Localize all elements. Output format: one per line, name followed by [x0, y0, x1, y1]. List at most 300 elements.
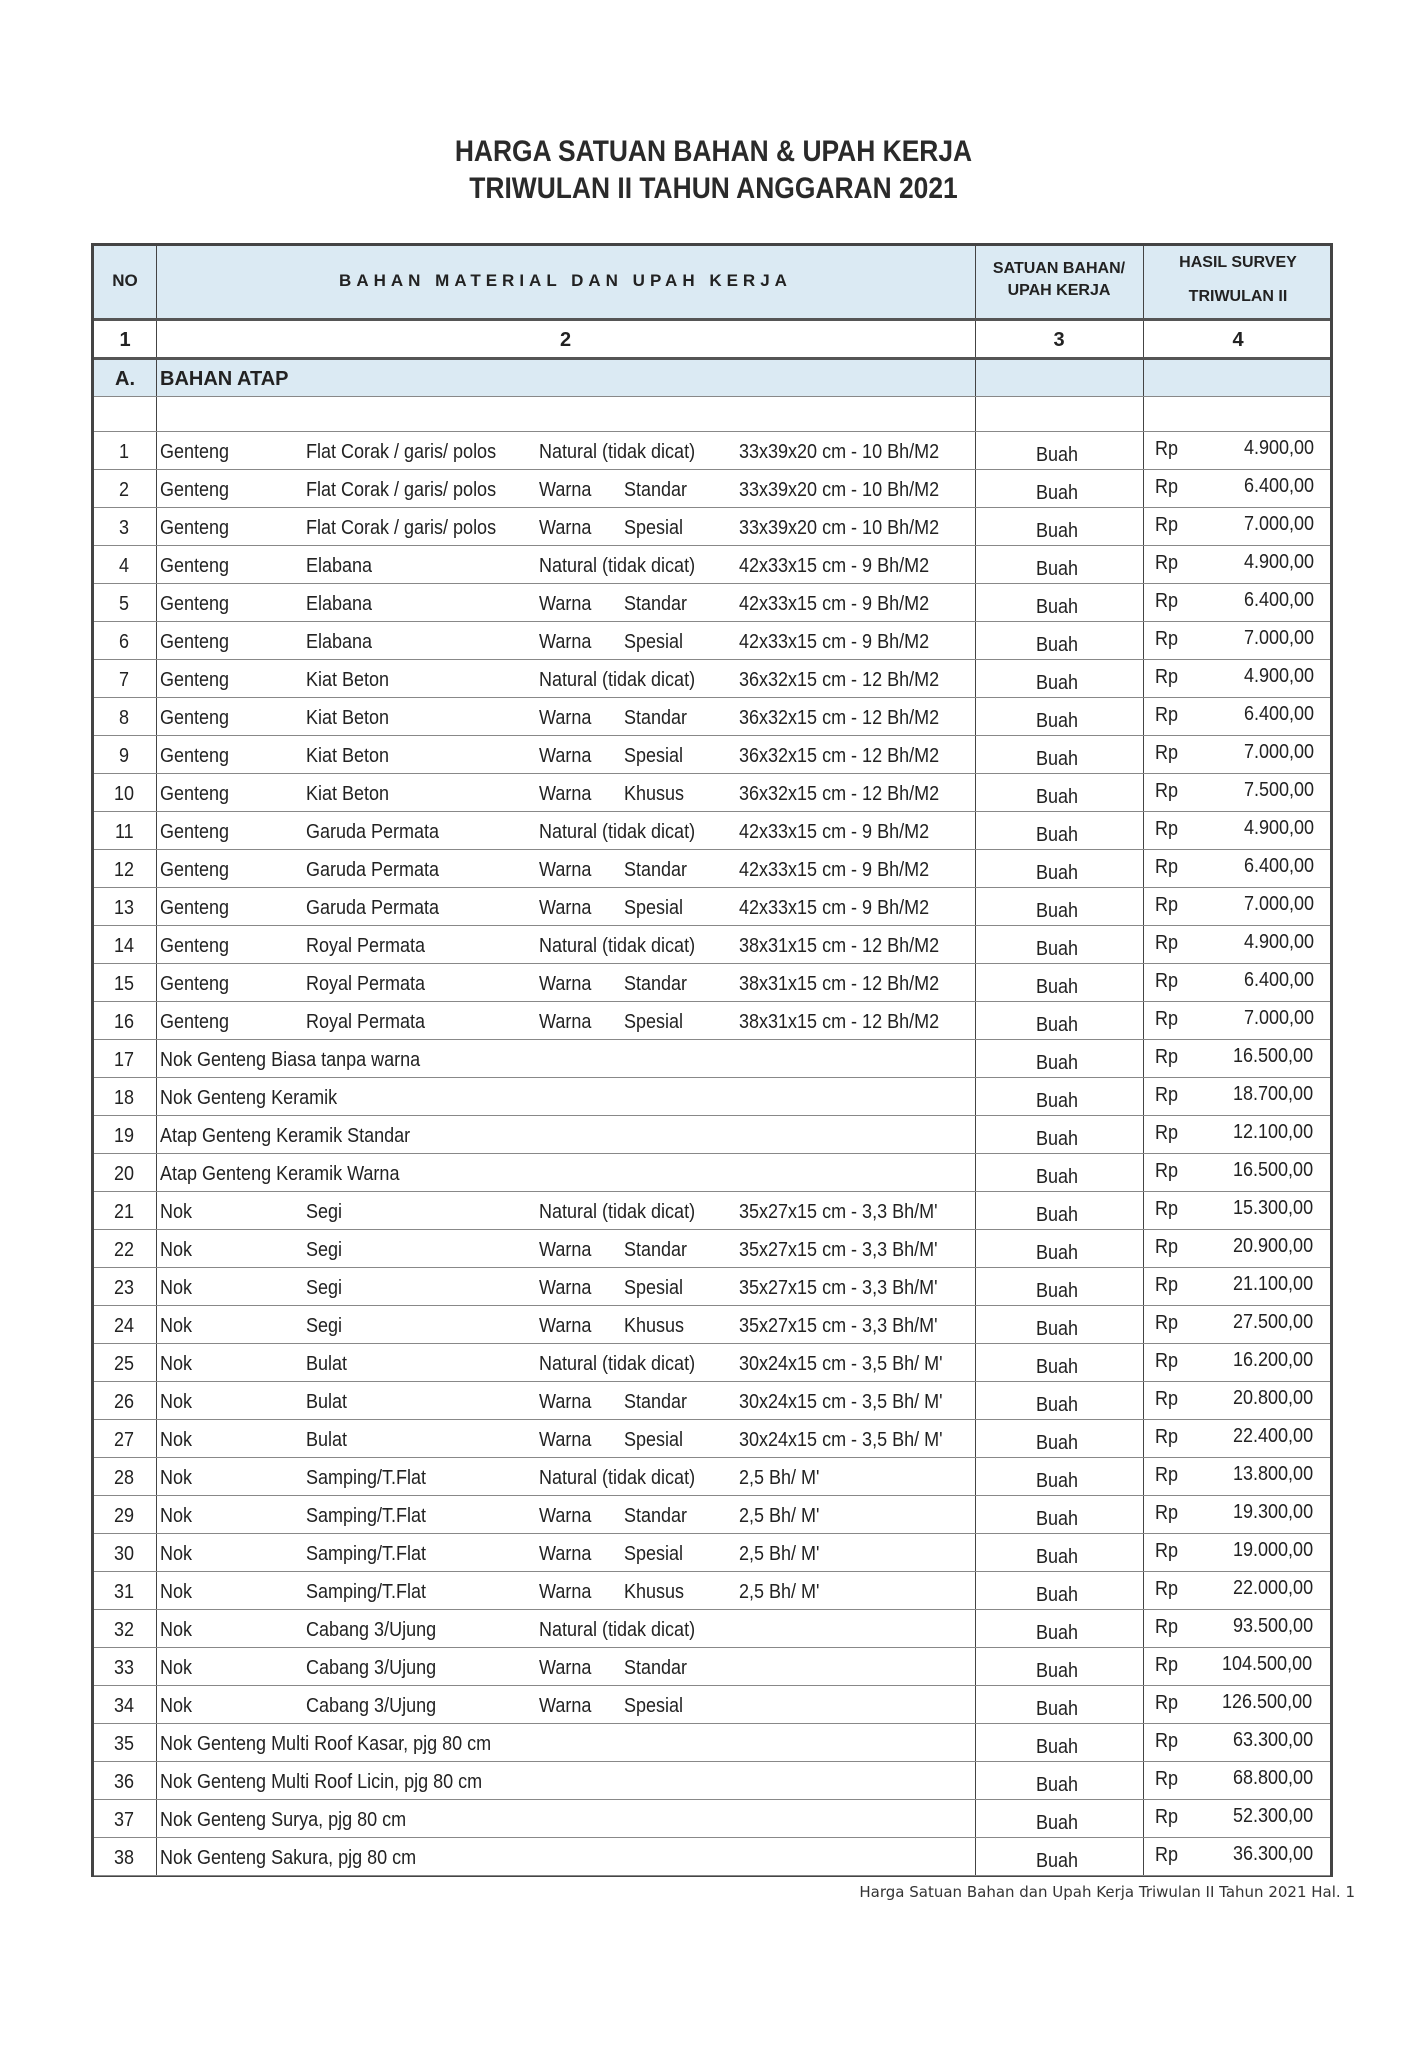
item-currency-text: Rp — [1155, 932, 1179, 954]
item-variant-text: Standar — [624, 1657, 688, 1679]
item-unit — [975, 824, 1143, 847]
row-no — [94, 1239, 156, 1262]
row-no-text: 38 — [113, 1847, 134, 1869]
row-no-text: 29 — [113, 1505, 134, 1527]
item-unit-text: Buah — [1035, 1508, 1078, 1530]
item-size — [739, 1239, 960, 1262]
item-unit — [975, 634, 1143, 657]
item-unit-text: Buah — [1035, 748, 1078, 770]
item-price — [1233, 1501, 1322, 1524]
item-currency-text: Rp — [1155, 590, 1179, 612]
item-finish — [539, 859, 597, 882]
item-type — [306, 1011, 438, 1034]
item-size — [739, 669, 961, 692]
item-type-text: Royal Permata — [306, 973, 426, 995]
item-finish — [539, 1391, 597, 1414]
item-finish-text: Warna — [539, 1429, 592, 1451]
item-price — [1244, 665, 1322, 688]
item-finish-text: Warna — [539, 631, 592, 653]
item-price — [1222, 1653, 1322, 1676]
item-variant-text: Khusus — [624, 1581, 685, 1603]
item-finish — [539, 1315, 597, 1338]
item-currency-text: Rp — [1155, 628, 1179, 650]
item-price-text: 19.000,00 — [1233, 1539, 1314, 1561]
item-name — [160, 1505, 196, 1528]
table-row — [94, 1192, 1330, 1230]
section-label: BAHAN ATAP — [160, 368, 289, 390]
row-no-text: 14 — [113, 935, 134, 957]
row-no-text: 26 — [113, 1391, 134, 1413]
item-price-text: 19.300,00 — [1233, 1501, 1314, 1523]
item-name — [160, 479, 237, 502]
item-name-text: Nok — [160, 1619, 193, 1641]
column-number-4: 4 — [1232, 329, 1244, 351]
item-size-text: 42x33x15 cm - 9 Bh/M2 — [739, 859, 930, 881]
item-price — [1233, 1615, 1322, 1638]
item-unit-text: Buah — [1035, 976, 1078, 998]
item-currency — [1155, 1350, 1181, 1373]
item-price-text: 22.400,00 — [1233, 1425, 1314, 1447]
item-currency — [1155, 1122, 1181, 1145]
table-row — [94, 1154, 1330, 1192]
item-currency — [1155, 1844, 1181, 1867]
item-name-text: Genteng — [160, 973, 230, 995]
item-unit-text: Buah — [1035, 482, 1078, 504]
item-currency-text: Rp — [1155, 1350, 1179, 1372]
item-unit — [975, 786, 1143, 809]
item-name-text: Genteng — [160, 745, 230, 767]
item-type — [306, 783, 398, 806]
item-currency-text: Rp — [1155, 1046, 1179, 1068]
item-type — [306, 631, 379, 654]
item-price-text: 22.000,00 — [1233, 1577, 1314, 1599]
row-no-text: 30 — [113, 1543, 134, 1565]
item-variant-text: Khusus — [624, 783, 685, 805]
item-unit — [975, 1584, 1143, 1607]
item-currency — [1155, 742, 1181, 765]
item-name — [160, 1733, 528, 1756]
row-no — [94, 441, 156, 464]
item-finish-text: Natural (tidak dicat) — [539, 935, 696, 957]
item-price — [1244, 931, 1322, 954]
table-row — [94, 1648, 1330, 1686]
table-row — [94, 546, 1330, 584]
item-price — [1244, 893, 1322, 916]
row-no — [94, 1201, 156, 1224]
item-name-text: Nok Genteng Sakura, pjg 80 cm — [160, 1847, 417, 1869]
item-type-text: Segi — [306, 1239, 343, 1261]
item-name-text: Nok — [160, 1239, 193, 1261]
item-unit — [975, 900, 1143, 923]
item-finish-text: Warna — [539, 1695, 592, 1717]
row-no-text: 9 — [119, 745, 130, 767]
item-finish — [539, 517, 597, 540]
item-finish-text: Warna — [539, 1315, 592, 1337]
item-name — [160, 821, 237, 844]
table-row — [94, 1724, 1330, 1762]
column-number-3: 3 — [1053, 329, 1065, 351]
item-currency-text: Rp — [1155, 1654, 1179, 1676]
item-currency — [1155, 1008, 1181, 1031]
item-unit-text: Buah — [1035, 786, 1078, 808]
row-no — [94, 1391, 156, 1414]
table-row — [94, 470, 1330, 508]
item-finish — [539, 1581, 597, 1604]
item-type-text: Kiat Beton — [306, 669, 390, 691]
item-currency — [1155, 1084, 1181, 1107]
item-variant — [624, 1581, 691, 1604]
item-finish — [539, 555, 712, 578]
item-currency-text: Rp — [1155, 514, 1179, 536]
item-size — [739, 783, 961, 806]
row-no — [94, 1467, 156, 1490]
item-variant — [624, 631, 690, 654]
row-no-text: 2 — [119, 479, 130, 501]
row-no — [94, 1429, 156, 1452]
item-finish — [539, 669, 712, 692]
item-size-text: 33x39x20 cm - 10 Bh/M2 — [739, 479, 940, 501]
table-row — [94, 1002, 1330, 1040]
item-type — [306, 821, 454, 844]
item-name-text: Nok — [160, 1277, 193, 1299]
page-footer: Harga Satuan Bahan dan Upah Kerja Triwulan II Tahun 2021 Hal. 1 — [859, 1883, 1355, 1901]
item-finish — [539, 973, 597, 996]
item-type — [306, 973, 438, 996]
table-row — [94, 1458, 1330, 1496]
row-no — [94, 1695, 156, 1718]
item-variant — [624, 973, 694, 996]
item-price-text: 15.300,00 — [1233, 1197, 1314, 1219]
item-name — [160, 555, 237, 578]
table-row — [94, 812, 1330, 850]
item-price-text: 6.400,00 — [1244, 855, 1315, 877]
item-unit-text: Buah — [1035, 1280, 1078, 1302]
item-variant-text: Spesial — [624, 1695, 684, 1717]
item-unit — [975, 1356, 1143, 1379]
item-size — [739, 1315, 960, 1338]
item-size — [739, 897, 950, 920]
item-type-text: Cabang 3/Ujung — [306, 1657, 437, 1679]
item-currency — [1155, 1540, 1181, 1563]
item-price-text: 4.900,00 — [1244, 665, 1315, 687]
item-currency — [1155, 1730, 1181, 1753]
item-size — [739, 1505, 828, 1528]
item-unit-text: Buah — [1035, 1166, 1078, 1188]
item-type — [306, 1429, 352, 1452]
row-no — [94, 935, 156, 958]
item-variant — [624, 1505, 694, 1528]
item-type — [306, 1657, 451, 1680]
item-price-text: 93.500,00 — [1233, 1615, 1314, 1637]
document-subtitle: TRIWULAN II TAHUN ANGGARAN 2021 — [469, 172, 958, 205]
row-no — [94, 1315, 156, 1338]
row-no-text: 24 — [113, 1315, 134, 1337]
item-type — [306, 441, 517, 464]
item-name — [160, 897, 237, 920]
item-variant — [624, 1315, 691, 1338]
item-name-text: Nok Genteng Keramik — [160, 1087, 338, 1109]
item-finish-text: Natural (tidak dicat) — [539, 669, 696, 691]
item-name — [160, 1695, 196, 1718]
item-name-text: Nok — [160, 1543, 193, 1565]
item-variant-text: Standar — [624, 1239, 688, 1261]
item-currency — [1155, 1046, 1181, 1069]
item-price — [1233, 1083, 1322, 1106]
item-name — [160, 1277, 196, 1300]
item-variant-text: Standar — [624, 973, 688, 995]
item-type-text: Bulat — [306, 1391, 348, 1413]
item-size-text: 36x32x15 cm - 12 Bh/M2 — [739, 783, 940, 805]
header-unit-line2: UPAH KERJA — [1007, 282, 1111, 299]
item-name — [160, 1163, 426, 1186]
row-no — [94, 555, 156, 578]
item-name-text: Genteng — [160, 859, 230, 881]
item-name — [160, 1467, 196, 1490]
item-variant-text: Spesial — [624, 897, 684, 919]
item-unit — [975, 862, 1143, 885]
item-variant — [624, 593, 694, 616]
item-name — [160, 1429, 196, 1452]
item-name — [160, 441, 237, 464]
item-currency — [1155, 476, 1181, 499]
item-size — [739, 1391, 965, 1414]
item-finish — [539, 441, 712, 464]
item-currency — [1155, 1578, 1181, 1601]
item-size-text: 35x27x15 cm - 3,3 Bh/M' — [739, 1201, 938, 1223]
item-name — [160, 631, 237, 654]
item-finish-text: Warna — [539, 783, 592, 805]
item-price-text: 36.300,00 — [1233, 1843, 1314, 1865]
item-type — [306, 1543, 439, 1566]
item-size-text: 35x27x15 cm - 3,3 Bh/M' — [739, 1239, 938, 1261]
item-variant-text: Standar — [624, 1391, 688, 1413]
item-type — [306, 707, 398, 730]
item-type — [306, 1581, 439, 1604]
item-price — [1233, 1463, 1322, 1486]
row-no-text: 28 — [113, 1467, 134, 1489]
item-type-text: Samping/T.Flat — [306, 1467, 427, 1489]
item-size-text: 30x24x15 cm - 3,5 Bh/ M' — [739, 1429, 943, 1451]
row-no-text: 4 — [119, 555, 130, 577]
item-variant-text: Standar — [624, 859, 688, 881]
item-type — [306, 1467, 439, 1490]
item-currency — [1155, 514, 1181, 537]
price-table — [91, 243, 1333, 1877]
item-finish — [539, 1543, 597, 1566]
item-unit-text: Buah — [1035, 1014, 1078, 1036]
table-row — [94, 774, 1330, 812]
item-size — [739, 821, 950, 844]
item-name-text: Nok — [160, 1657, 193, 1679]
item-price — [1222, 1691, 1322, 1714]
item-price — [1233, 1121, 1322, 1144]
item-price-text: 7.000,00 — [1244, 513, 1315, 535]
item-size-text: 2,5 Bh/ M' — [739, 1581, 820, 1603]
item-type-text: Garuda Permata — [306, 821, 440, 843]
item-unit-text: Buah — [1035, 1660, 1078, 1682]
item-type — [306, 517, 517, 540]
item-name-text: Nok — [160, 1353, 193, 1375]
item-unit — [975, 1736, 1143, 1759]
item-currency-text: Rp — [1155, 476, 1179, 498]
row-no-text: 18 — [113, 1087, 134, 1109]
item-variant-text: Spesial — [624, 1277, 684, 1299]
table-header-row — [94, 246, 1330, 321]
item-currency-text: Rp — [1155, 1084, 1179, 1106]
item-finish — [539, 1657, 597, 1680]
row-no-text: 34 — [113, 1695, 134, 1717]
item-unit-text: Buah — [1035, 1850, 1078, 1872]
item-unit-text: Buah — [1035, 1584, 1078, 1606]
item-name-text: Genteng — [160, 479, 230, 501]
item-name-text: Nok — [160, 1505, 193, 1527]
item-unit — [975, 1774, 1143, 1797]
item-unit-text: Buah — [1035, 710, 1078, 732]
item-type — [306, 1201, 346, 1224]
item-type-text: Cabang 3/Ujung — [306, 1695, 437, 1717]
item-unit-text: Buah — [1035, 1356, 1078, 1378]
item-type — [306, 859, 454, 882]
item-price — [1244, 437, 1322, 460]
item-price — [1233, 1767, 1322, 1790]
item-variant-text: Spesial — [624, 1429, 684, 1451]
item-size-text: 30x24x15 cm - 3,5 Bh/ M' — [739, 1353, 943, 1375]
item-name-text: Genteng — [160, 1011, 230, 1033]
item-unit-text: Buah — [1035, 1318, 1078, 1340]
empty-row — [94, 397, 1330, 432]
item-type-text: Kiat Beton — [306, 707, 390, 729]
item-name-text: Atap Genteng Keramik Warna — [160, 1163, 400, 1185]
item-unit — [975, 1318, 1143, 1341]
item-unit — [975, 672, 1143, 695]
item-size — [739, 1277, 960, 1300]
item-size-text: 38x31x15 cm - 12 Bh/M2 — [739, 973, 940, 995]
item-finish-text: Warna — [539, 1277, 592, 1299]
item-unit-text: Buah — [1035, 634, 1078, 656]
table-row — [94, 1572, 1330, 1610]
item-variant — [624, 1011, 690, 1034]
row-no-text: 5 — [119, 593, 130, 615]
item-currency-text: Rp — [1155, 1122, 1179, 1144]
item-name-text: Nok Genteng Surya, pjg 80 cm — [160, 1809, 407, 1831]
item-currency — [1155, 1426, 1181, 1449]
item-currency-text: Rp — [1155, 1502, 1179, 1524]
item-unit — [975, 1660, 1143, 1683]
item-currency-text: Rp — [1155, 1768, 1179, 1790]
item-price-text: 6.400,00 — [1244, 475, 1315, 497]
item-name — [160, 593, 237, 616]
item-currency — [1155, 438, 1181, 461]
table-row — [94, 1496, 1330, 1534]
item-finish — [539, 821, 712, 844]
item-currency — [1155, 1654, 1181, 1677]
item-variant — [624, 1277, 690, 1300]
item-price — [1244, 475, 1322, 498]
item-price — [1244, 703, 1322, 726]
item-price-text: 126.500,00 — [1221, 1691, 1312, 1713]
item-currency-text: Rp — [1155, 1540, 1179, 1562]
item-variant — [624, 1239, 694, 1262]
item-unit-text: Buah — [1035, 1736, 1078, 1758]
item-finish-text: Natural (tidak dicat) — [539, 1353, 696, 1375]
item-size-text: 36x32x15 cm - 12 Bh/M2 — [739, 745, 940, 767]
item-currency-text: Rp — [1155, 1426, 1179, 1448]
item-size-text: 2,5 Bh/ M' — [739, 1543, 820, 1565]
header-survey-line1: HASIL SURVEY — [1179, 254, 1297, 271]
item-currency-text: Rp — [1155, 1616, 1179, 1638]
item-unit — [975, 1698, 1143, 1721]
item-type-text: Kiat Beton — [306, 745, 390, 767]
table-row — [94, 1116, 1330, 1154]
item-name — [160, 1847, 445, 1870]
item-price-text: 4.900,00 — [1244, 551, 1315, 573]
item-name — [160, 859, 237, 882]
item-currency-text: Rp — [1155, 552, 1179, 574]
table-row — [94, 622, 1330, 660]
table-row — [94, 888, 1330, 926]
row-no — [94, 1581, 156, 1604]
item-unit — [975, 1128, 1143, 1151]
item-currency-text: Rp — [1155, 1274, 1179, 1296]
item-unit-text: Buah — [1035, 520, 1078, 542]
item-finish-text: Natural (tidak dicat) — [539, 1619, 696, 1641]
item-finish — [539, 745, 597, 768]
item-currency-text: Rp — [1155, 438, 1179, 460]
row-no-text: 35 — [113, 1733, 134, 1755]
item-variant — [624, 479, 694, 502]
item-currency — [1155, 1806, 1181, 1829]
row-no — [94, 479, 156, 502]
item-price-text: 7.000,00 — [1244, 893, 1315, 915]
item-price-text: 7.000,00 — [1244, 1007, 1315, 1029]
header-no: NO — [112, 271, 138, 290]
row-no-text: 6 — [119, 631, 130, 653]
item-unit-text: Buah — [1035, 1128, 1078, 1150]
item-type-text: Bulat — [306, 1353, 348, 1375]
item-finish — [539, 707, 597, 730]
item-currency — [1155, 704, 1181, 727]
item-name-text: Nok — [160, 1391, 193, 1413]
table-row — [94, 660, 1330, 698]
item-size-text: 35x27x15 cm - 3,3 Bh/M' — [739, 1277, 938, 1299]
item-currency — [1155, 1502, 1181, 1525]
item-price — [1233, 1235, 1322, 1258]
item-currency-text: Rp — [1155, 704, 1179, 726]
item-type-text: Segi — [306, 1277, 343, 1299]
item-type-text: Flat Corak / garis/ polos — [306, 479, 497, 501]
table-row — [94, 964, 1330, 1002]
item-price — [1244, 589, 1322, 612]
item-currency — [1155, 590, 1181, 613]
item-price-text: 6.400,00 — [1244, 589, 1315, 611]
item-price-text: 68.800,00 — [1233, 1767, 1314, 1789]
item-price-text: 4.900,00 — [1244, 931, 1315, 953]
item-name — [160, 1581, 196, 1604]
row-no-text: 10 — [113, 783, 134, 805]
row-no-text: 25 — [113, 1353, 134, 1375]
item-price-text: 21.100,00 — [1233, 1273, 1314, 1295]
table-row — [94, 432, 1330, 470]
item-finish-text: Warna — [539, 859, 592, 881]
item-name-text: Genteng — [160, 707, 230, 729]
item-variant — [624, 783, 691, 806]
item-unit — [975, 558, 1143, 581]
item-price — [1233, 1539, 1322, 1562]
item-type-text: Elabana — [306, 593, 373, 615]
item-finish-text: Warna — [539, 517, 592, 539]
item-finish — [539, 935, 712, 958]
item-price-text: 16.200,00 — [1233, 1349, 1314, 1371]
